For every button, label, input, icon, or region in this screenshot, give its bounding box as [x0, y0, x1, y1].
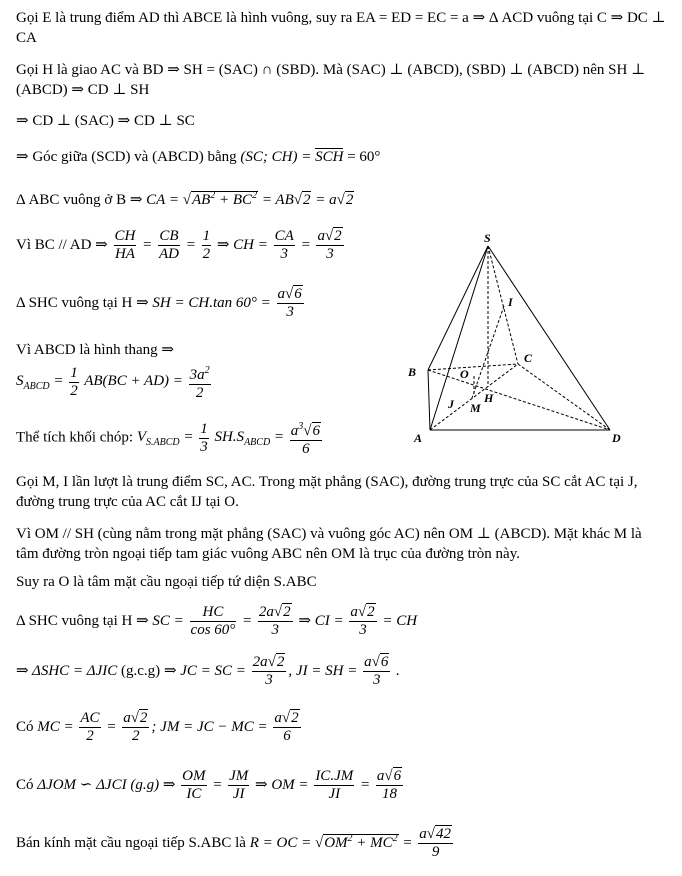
paragraph-14 — [16, 604, 417, 639]
angle-formula: (SC; CH) = SCH — [240, 149, 344, 165]
edge-sb — [428, 246, 488, 370]
radius-text: Bán kính mặt cầu ngoại tiếp S.ABC là — [16, 834, 246, 851]
edge-ab — [428, 370, 430, 430]
paragraph-10 — [16, 418, 324, 458]
paragraph-4 — [16, 147, 380, 166]
shc2-text: Δ SHC vuông tại H ⇒ — [16, 612, 149, 629]
angle-text: ⇒ Góc giữa (SCD) và (ABCD) bằng — [16, 149, 237, 165]
edge-sd — [488, 246, 610, 430]
paragraph-7 — [16, 286, 306, 321]
radius-formula: R = OC = $√OM^2 + MC^2$ = $\frac{a√42}{9}$ — [249, 826, 452, 860]
sh-formula: SH = CH.tan 60° = $\frac{a√6}{3}$ — [152, 286, 302, 320]
edge-sc — [488, 246, 518, 364]
label-j: J — [448, 397, 454, 411]
shc-text: Δ SHC vuông tại H ⇒ — [16, 294, 149, 311]
paragraph-18 — [16, 826, 455, 861]
diag-ac — [430, 364, 518, 430]
paragraph-2: Gọi H là giao AC và BD ⇒ SH = (SAC) ∩ (SBD). Mà (SAC) ⊥ (ABCD), (SBD) ⊥ (ABCD) nên SH ⊥ (ABCD) ⇒ CD ⊥ SH — [16, 62, 646, 98]
paragraph-13: Suy ra O là tâm mặt cầu ngoại tiếp tứ diện S.ABC — [16, 574, 317, 590]
co-text-2: Có — [16, 776, 34, 793]
paragraph-12: Vì OM // SH (cùng nằm trong mặt phẳng (SAC) và vuông góc AC) nên OM ⊥ (ABCD). Mặt khác M là tâm đường tròn ngoại tiếp tam giác vuông ABC nên OM là trục của đường tròn này. — [16, 526, 642, 562]
ratio-formula: $\frac{CH}{HA}$ = $\frac{CB}{AD}$ = $\frac{1}{2}$ ⇒ CH = $\frac{CA}{3}$ = $\frac{a√2}{3}$ — [114, 228, 342, 262]
paragraph-16 — [16, 710, 303, 745]
label-h: H — [484, 391, 494, 405]
paragraph-3: ⇒ CD ⊥ (SAC) ⇒ CD ⊥ SC — [16, 113, 195, 129]
paragraph-5 — [16, 190, 354, 209]
sc-formula: SC = $\frac{HC}{\cos 60^\circ}$ = $\frac{2a√2}{3}$ ⇒ CI = $\frac{a√2}{3}$ = CH — [152, 604, 418, 638]
label-i: I — [508, 295, 513, 309]
angle-value: = 60° — [347, 149, 381, 165]
edge-cd — [518, 364, 610, 430]
label-m: M — [470, 401, 481, 415]
co-text-1: Có — [16, 718, 34, 735]
label-d: D — [612, 431, 621, 445]
om-formula: ⇒ $\frac{OM}{IC}$ = $\frac{JM}{JI}$ ⇒ OM = $\frac{IC.JM}{JI}$ = $\frac{a√6}{18}$ — [162, 768, 402, 802]
volume-formula: $V_{S.ABCD}$ = $\frac{1}{3}$ $SH.S_{ABCD}$ = $\frac{a^3√6}{6}$ — [137, 429, 324, 445]
bc-ad-text: Vì BC // AD ⇒ — [16, 236, 108, 253]
volume-text: Thể tích khối chóp: — [16, 429, 134, 446]
label-c: C — [524, 351, 533, 365]
congruence-formula: ⇒ ΔSHC = ΔJIC — [16, 662, 118, 679]
mc-formula: MC = $\frac{AC}{2}$ = $\frac{a√2}{2}$ ; JM = JC − MC = $\frac{a√2}{6}$ — [37, 710, 299, 744]
paragraph-1: Gọi E là trung điểm AD thì ABCE là hình vuông, suy ra EA = ED = EC = a ⇒ Δ ACD vuông tại C ⇒ DC ⊥ CA — [16, 10, 666, 46]
paragraph-11: Gọi M, I lần lượt là trung điểm SC, AC. Trong mặt phẳng (SAC), đường trung trực của SC cắt AC tại J, đường trung trực của AC cắt IJ tại O. — [16, 474, 638, 510]
paragraph-8: Vì ABCD là hình thang ⇒ — [16, 342, 174, 358]
label-o: O — [460, 367, 469, 381]
paragraph-9 — [16, 362, 213, 402]
label-a: A — [414, 431, 423, 445]
jc-formula: ⇒ JC = SC = $\frac{2a√2}{3}$ , JI = SH = $\frac{a√6}{3}$ . — [163, 654, 400, 688]
gg-label: (g.g) — [130, 776, 160, 793]
paragraph-17 — [16, 768, 405, 803]
abc-text: Δ ABC vuông ở B ⇒ — [16, 192, 143, 208]
paragraph-6 — [16, 228, 346, 263]
edge-bc — [428, 364, 518, 370]
area-formula: $S_{ABCD}$ = $\frac{1}{2}$ AB(BC + AD) = $\frac{3a^2}{2}$ — [16, 373, 213, 389]
label-b: B — [408, 365, 417, 379]
label-s: S — [484, 231, 491, 245]
ca-formula: CA = $√AB^2 + BC^2 = AB√2 = a√2$ — [146, 190, 354, 208]
paragraph-15 — [16, 654, 400, 689]
diag-bd — [428, 370, 610, 430]
pyramid-figure — [400, 230, 640, 450]
similar-formula: ΔJOM ∽ ΔJCI — [37, 776, 127, 793]
gcg-label: (g.c.g) — [121, 662, 161, 679]
